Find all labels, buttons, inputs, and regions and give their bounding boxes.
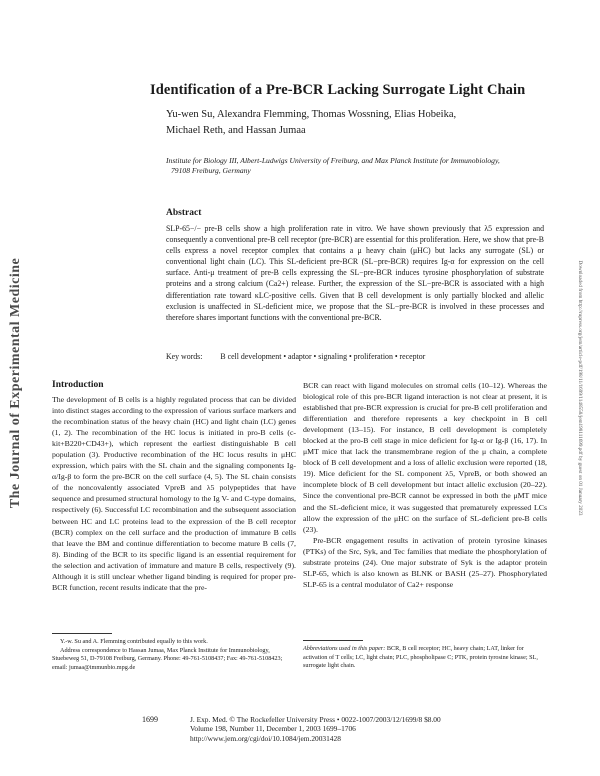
abbreviations-text: BCR, B cell receptor; HC, heavy chain; LAT, linker for activation of T cells; LC, light chain; PLC, phospholipase C; PTK, protein tyrosine kinase; SL, surrogate light chain. [303, 645, 538, 670]
journal-info: J. Exp. Med. © The Rockefeller University Press • 0022-1007/2003/12/1699/8 $8.00 Volume 198, Number 11, December 1, 2003 1699–1706 http://www.jem.org/cgi/doi/10.1084/jem.20031428 [190, 715, 441, 743]
keywords-list: B cell development • adaptor • signaling • proliferation • receptor [220, 352, 426, 361]
abstract-text: SLP-65−/− pre-B cells show a high proliferation rate in vitro. We have shown previously that λ5 expression and consequently a conventional pre-B cell receptor (pre-BCR) are essential for this proliferation. Here, we show that pre-B cells express a novel receptor complex that contains a μ heavy chain (μHC) but lacks any surrogate (SL) or conventional light chain (LC). This SL-deficient pre-BCR (SL−pre-BCR) requires Ig-α for expression on the cell surface. Anti-μ treatment of pre-B cells expressing the SL−pre-BCR induces tyrosine phosphorylation of substrate proteins and a strong calcium (Ca2+) release. Further, the expression of the SL−pre-BCR is associated with a high differentiation rate toward κLC-positive cells. Given that B cell development is only partially blocked and allelic exclusion is unaffected in SL-deficient mice, we propose that the SL−pre-BCR is involved in these processes and therefore shares important functions with the conventional pre-BCR. [166, 224, 544, 322]
download-note: Downloaded from http://rupress.org/jem/article-pdf/198/11/1699/1148558/jem198111699.pdf by guest on 01 January 2023 [577, 260, 583, 516]
footnote-rule [52, 633, 112, 634]
author-line: Michael Reth, and Hassan Jumaa [166, 125, 306, 136]
page-number: 1699 [142, 715, 158, 724]
author-list [166, 107, 546, 139]
paragraph: Pre-BCR engagement results in activation of protein tyrosine kinases (PTKs) of the Src, Syk, and Tec families that mediate the phosphorylation of substrate proteins (24). One major substrate of Syk is the adaptor protein SLP-65, which is also known as BLNK or BASH (25–27). Phosphorylated SLP-65 is a central modulator of Ca2+ response [303, 535, 547, 589]
abbreviations-label: Abbreviations used in this paper: [303, 645, 386, 652]
journal-spine-title: The Journal of Experimental Medicine [8, 257, 23, 509]
paper-title: Identification of a Pre-BCR Lacking Surrogate Light Chain [150, 82, 526, 98]
doi-link[interactable]: http://www.jem.org/cgi/doi/10.1084/jem.20031428 [190, 733, 341, 743]
keywords-label: Key words: [166, 352, 203, 361]
body-column-left [52, 394, 296, 593]
intro-heading: Introduction [52, 380, 104, 390]
body-column-right [303, 380, 547, 590]
footnote-rule [303, 640, 363, 641]
abstract-heading: Abstract [166, 208, 202, 218]
footnote-right [303, 645, 547, 671]
keywords [166, 352, 425, 361]
author-line: Yu-wen Su, Alexandra Flemming, Thomas Wossning, Elias Hobeika, [166, 109, 457, 120]
affiliation: Institute for Biology III, Albert-Ludwigs University of Freiburg, and Max Planck Institute for Immunobiology, 79108 Freiburg, Germany [166, 156, 500, 175]
footnote-left: Y.-w. Su and A. Flemming contributed equally to this work. Address correspondence to Hassan Jumaa, Max Planck Institute for Immunobiology, Stuebeweg 51, D-79108 Freiburg, Germany. Phone: 49-761-5108437; Fax: 49-761-5108423; email: jumaa@immunbio.mpg.de [52, 638, 283, 671]
paragraph: BCR can react with ligand molecules on stromal cells (10–12). Whereas the biological role of this pre-BCR ligand interaction is not clear at present, it is established that pre-BCR expression is crucial for pre-B cell proliferation and differentiation and therefore represents a key checkpoint in B cell development (13–15). For instance, B cell development is completely blocked at the pro-B cell stage in mice deficient for Ig-α or Ig-β (16, 17). In μMT mice that lack the transmembrane region of the μ chain, a complete block of B cell development and a loss of allelic exclusion were reported (18, 19). Mice deficient for the SL component λ5, VpreB, or both showed an incomplete block of B cell development but intact allelic exclusion (20–22). Since the conventional pre-BCR cannot be expressed in both the μMT mice and the SL-deficient mice, it was suggested that prematurely expressed LCs allow the expression of the μHC on the surface of SL-deficient pre-B cells (23). [303, 381, 547, 534]
paragraph: The development of B cells is a highly regulated process that can be divided into distinct stages according to the expression of various surface markers and the recombination status of the heavy chain (HC) and light chain (LC) genes (1, 2). The recombination of the HC locus is initiated in pro-B cells (c-kit+B220+CD43+), which represent the earliest distinguishable B cell population (3). Productive recombination of the HC locus results in μHC expression, which pairs with the SL chain and the signaling components Ig-α/Ig-β to form the pre-BCR on the cell surface (4, 5). The SL chain consists of the noncovalently associated VpreB and λ5 polypeptides that have sequence and presumed structural homology to the Ig V- and C-type domains, respectively (6). Successful LC recombination and the subsequent association between HC and LC proteins lead to the expression of the B cell receptor (BCR) complex on the cell surface and the production of immature B cells that leave the BM and continue differentiation to become mature B cells (7, 8). Binding of the BCR to its specific ligand is an essential requirement for the selection and activation of immature and mature B cells, respectively (9). Although it is still unclear whether ligand binding is required for proper pre-BCR function, recent results indicate that the pre- [52, 395, 296, 592]
